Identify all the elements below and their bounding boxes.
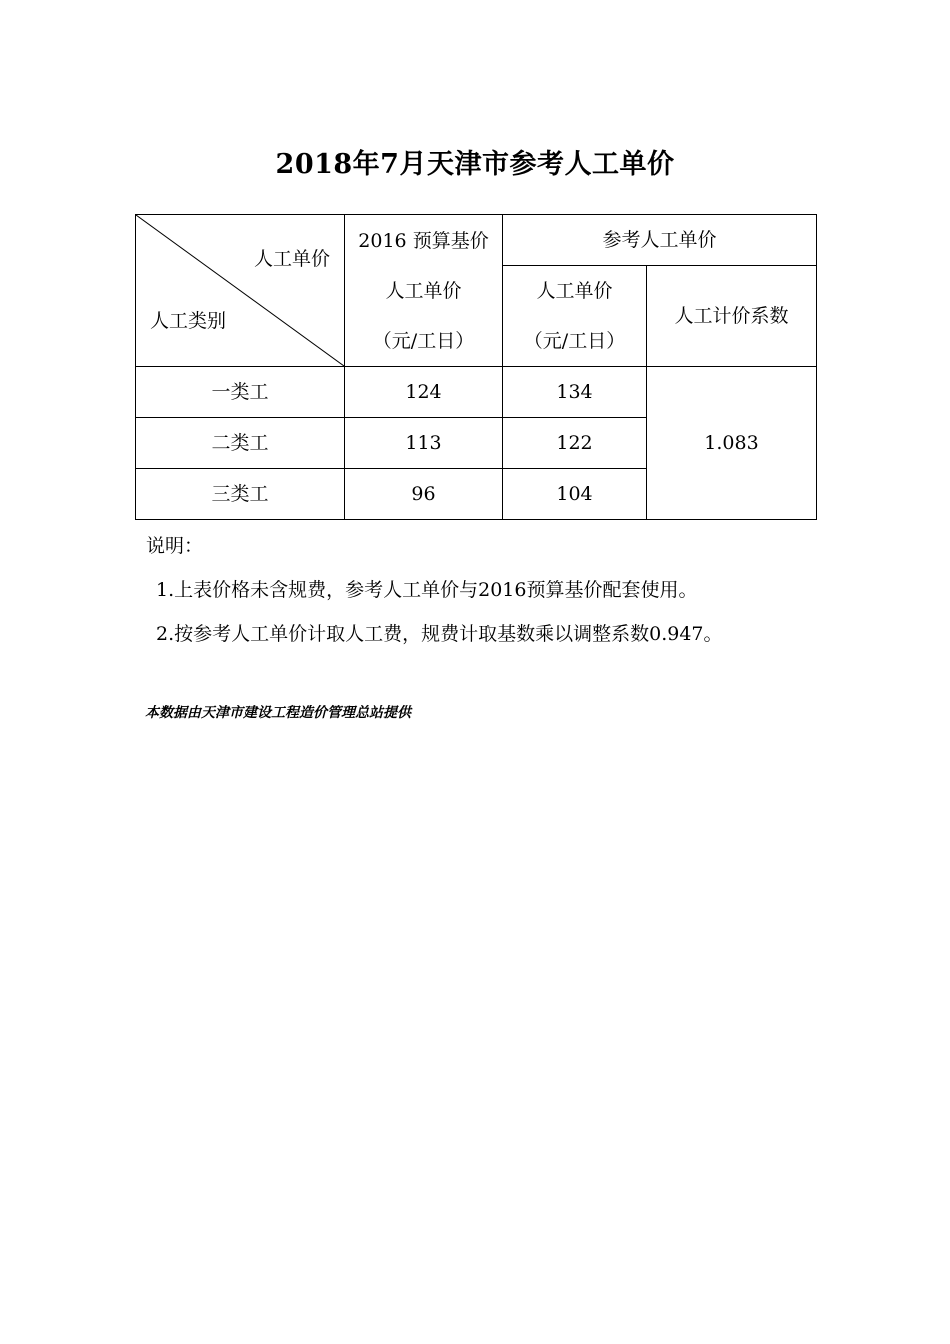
ref-price-cell: 122 [503, 418, 647, 469]
page-title: 2018年7月天津市参考人工单价 [275, 149, 675, 180]
base-price-header [345, 215, 503, 367]
note-item: 1.上表价格未含规费，参考人工单价与2016预算基价配套使用。 [156, 579, 698, 601]
base-price-header-line2: 人工单价 [385, 279, 462, 302]
price-table [135, 214, 817, 520]
corner-label-unit-price: 人工单价 [253, 248, 330, 270]
table-row [136, 367, 817, 418]
ref-price-header [503, 266, 647, 367]
ref-price-header-line2: （元/工日） [523, 330, 626, 352]
corner-label-category: 人工类别 [150, 310, 227, 332]
notes-label: 说明： [146, 535, 204, 557]
source-credit: 本数据由天津市建设工程造价管理总站提供 [145, 705, 411, 721]
note-item: 2.按参考人工单价计取人工费，规费计取基数乘以调整系数0.947。 [156, 623, 723, 645]
base-price-header-line3: （元/工日） [372, 329, 475, 352]
base-price-cell: 124 [345, 367, 503, 418]
coefficient-cell: 1.083 [647, 367, 817, 520]
coef-header: 人工计价系数 [647, 266, 817, 367]
notes-section [146, 533, 723, 645]
base-price-cell: 96 [345, 469, 503, 520]
category-cell: 一类工 [136, 367, 345, 418]
ref-price-header-line1: 人工单价 [536, 280, 613, 302]
ref-price-cell: 104 [503, 469, 647, 520]
corner-header-cell [136, 215, 345, 367]
base-price-cell: 113 [345, 418, 503, 469]
ref-price-cell: 134 [503, 367, 647, 418]
base-price-header-line1: 2016 预算基价 [358, 229, 489, 252]
category-cell: 三类工 [136, 469, 345, 520]
diagonal-divider [136, 215, 344, 366]
category-cell: 二类工 [136, 418, 345, 469]
ref-group-header: 参考人工单价 [503, 215, 817, 266]
